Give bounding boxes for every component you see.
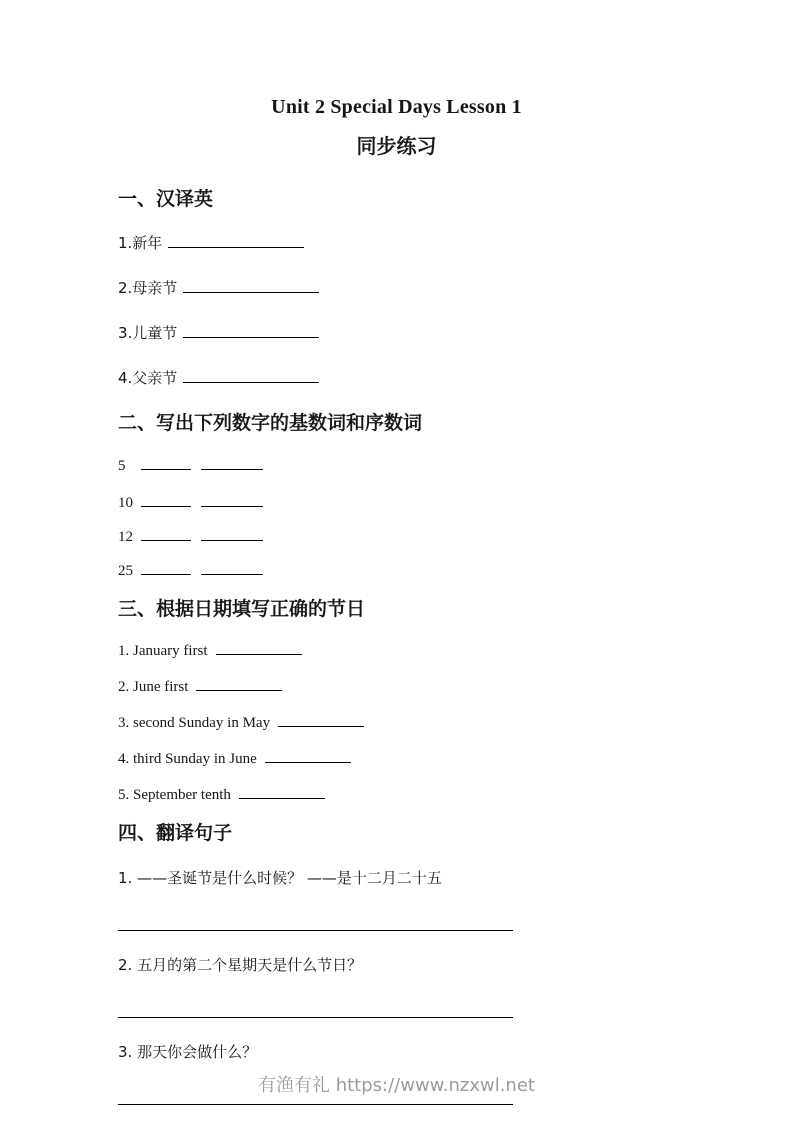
answer-blank — [183, 369, 319, 383]
exercise-item: 2. 五月的第二个星期天是什么节日？ — [118, 956, 363, 974]
item-label: 25 — [118, 563, 133, 579]
exercise-item — [118, 749, 673, 767]
section-translate-sentences — [118, 822, 673, 1105]
section-heading: 一、汉译英 — [118, 188, 214, 210]
item-label: 10 — [118, 495, 133, 511]
item-label: 4.父亲节 — [118, 369, 178, 387]
exercise-item — [118, 493, 673, 511]
item-label: 1. January first — [118, 643, 208, 659]
page-subtitle: 同步练习 — [356, 134, 437, 158]
answer-blank-cardinal — [141, 561, 191, 575]
answer-blank — [196, 677, 282, 691]
answer-blank — [168, 234, 304, 248]
watermark-footer: 有渔有礼 https://www.nzxwl.net — [258, 1075, 535, 1096]
answer-line — [118, 1017, 513, 1018]
exercise-item: 3. 那天你会做什么？ — [118, 1043, 258, 1061]
item-label: 5 — [118, 458, 126, 474]
section-chinese-to-english — [118, 188, 673, 387]
exercise-item — [118, 785, 673, 803]
item-label: 2.母亲节 — [118, 279, 178, 297]
exercise-item — [118, 527, 673, 545]
exercise-item — [118, 324, 673, 342]
section-heading: 二、写出下列数字的基数词和序数词 — [118, 412, 423, 434]
exercise-item — [118, 234, 673, 252]
exercise-item — [118, 677, 673, 695]
item-label: 3.儿童节 — [118, 324, 178, 342]
answer-blank-ordinal — [201, 493, 263, 507]
answer-blank-cardinal — [141, 493, 191, 507]
page-title: Unit 2 Special Days Lesson 1 — [271, 96, 522, 118]
exercise-item — [118, 641, 673, 659]
item-label: 1.新年 — [118, 234, 163, 252]
item-label: 4. third Sunday in June — [118, 751, 257, 767]
exercise-item — [118, 369, 673, 387]
item-label: 12 — [118, 529, 133, 545]
answer-blank-cardinal — [141, 527, 191, 541]
answer-blank — [216, 641, 302, 655]
item-label: 2. June first — [118, 679, 189, 695]
answer-blank-ordinal — [201, 456, 263, 470]
exercise-item — [118, 456, 673, 474]
answer-blank — [278, 713, 364, 727]
exercise-item — [118, 713, 673, 731]
answer-blank — [239, 785, 325, 799]
answer-blank — [183, 279, 319, 293]
answer-line — [118, 930, 513, 931]
answer-blank-ordinal — [201, 527, 263, 541]
exercise-item — [118, 279, 673, 297]
item-label: 5. September tenth — [118, 787, 231, 803]
answer-blank — [183, 324, 319, 338]
exercise-item — [118, 561, 673, 579]
answer-blank-cardinal — [141, 456, 191, 470]
item-label: 3. second Sunday in May — [118, 715, 271, 731]
answer-blank — [265, 749, 351, 763]
section-cardinal-ordinal — [118, 412, 673, 579]
section-date-to-festival — [118, 598, 673, 803]
section-heading: 三、根据日期填写正确的节日 — [118, 598, 366, 620]
section-heading: 四、翻译句子 — [118, 822, 233, 844]
exercise-item: 1. ——圣诞节是什么时候？ ——是十二月二十五 — [118, 869, 442, 887]
answer-blank-ordinal — [201, 561, 263, 575]
worksheet-content — [0, 188, 793, 1105]
answer-line — [118, 1104, 513, 1105]
